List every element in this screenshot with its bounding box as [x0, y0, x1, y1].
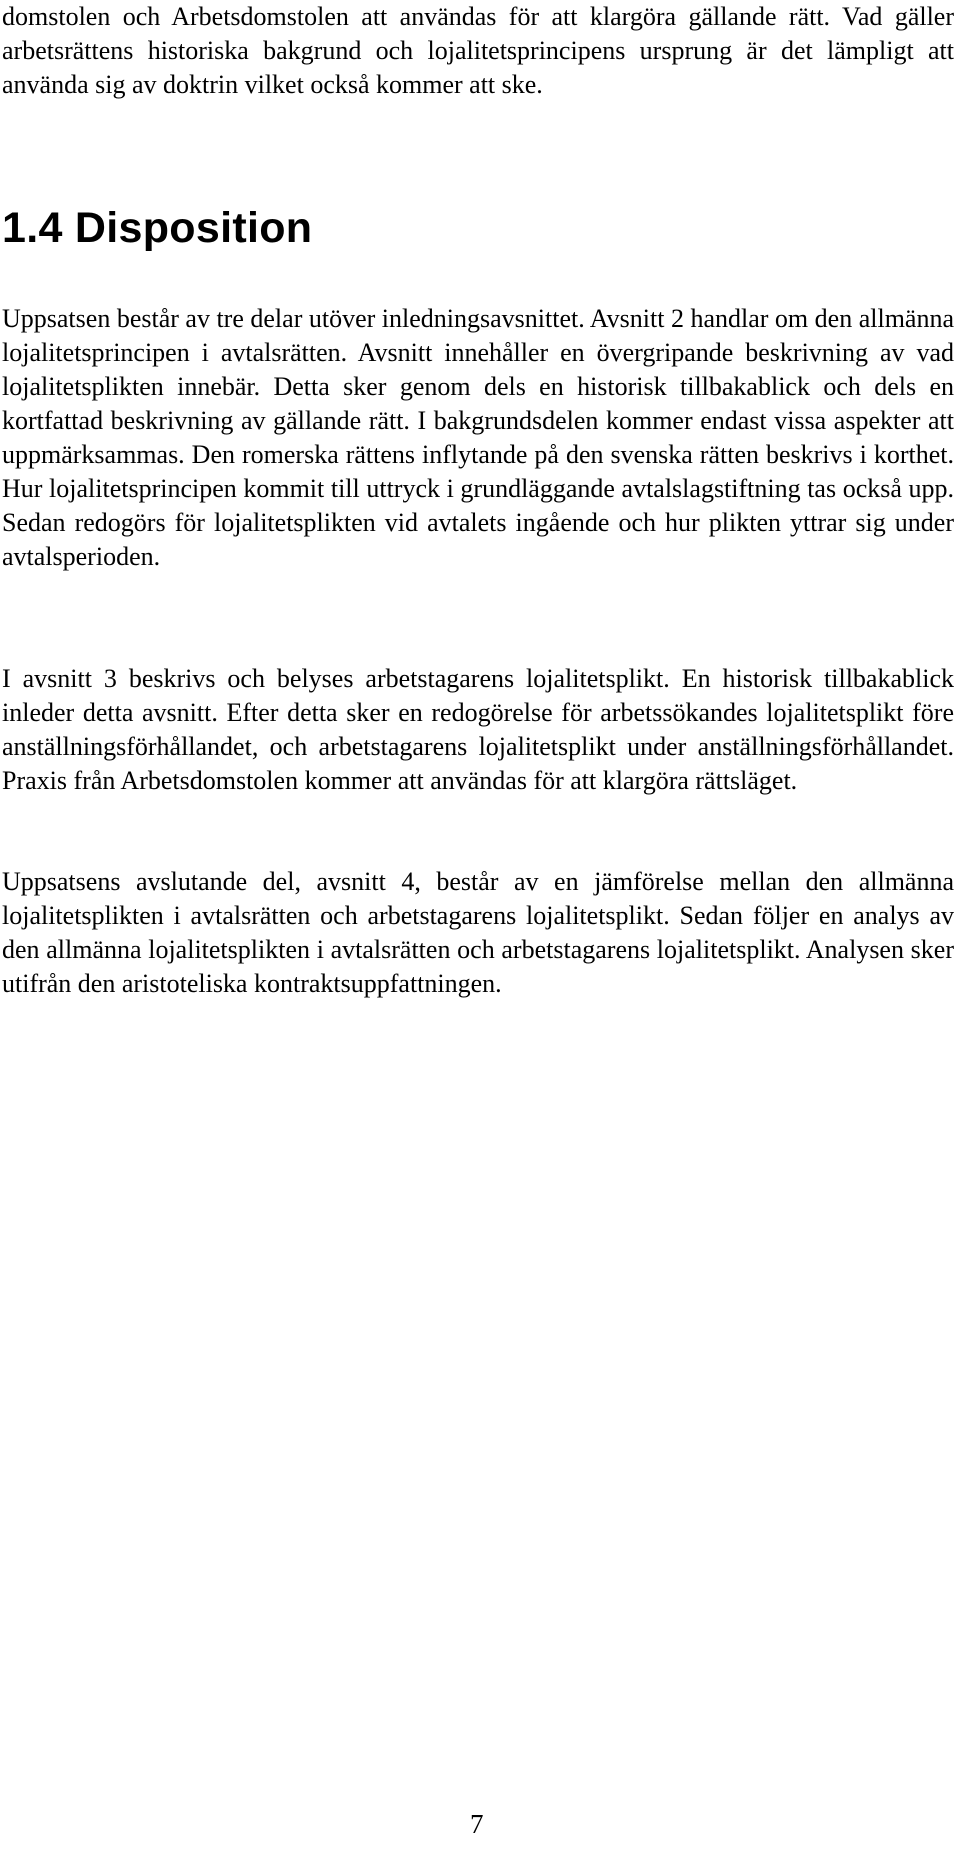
- body-paragraph-2: I avsnitt 3 beskrivs och belyses arbetstagarens lojalitetsplikt. En historisk tillbakablick inleder detta avsnitt. Efter detta sker en redogörelse för arbetssökandes lojalitetsplikt före anställningsförhållandet, och arbetstagarens lojalitetsplikt under anställningsförhållandet. Praxis från Arbetsdomstolen kommer att användas för att klargöra rättsläget.: [2, 664, 954, 795]
- intro-paragraph: domstolen och Arbetsdomstolen att användas för att klargöra gällande rätt. Vad gäller arbetsrättens historiska bakgrund och lojalitetsprincipens ursprung är det lämpligt att använda sig av doktrin vilket också kommer att ske.: [2, 2, 954, 99]
- page-number: 7: [470, 1809, 484, 1839]
- body-paragraph-1: Uppsatsen består av tre delar utöver inledningsavsnittet. Avsnitt 2 handlar om den allmänna lojalitetsprincipen i avtalsrätten. Avsnitt innehåller en övergripande beskrivning av vad lojalitetsplikten innebär. Detta sker genom dels en historisk tillbakablick och dels en kortfattad beskrivning av gällande rätt. I bakgrundsdelen kommer endast vissa aspekter att uppmärksammas. Den romerska rättens inflytande på den svenska rätten beskrivs i korthet. Hur lojalitetsprincipen kommit till uttryck i grundläggande avtalslagstiftning tas också upp. Sedan redogörs för lojalitetsplikten vid avtalets ingående och hur plikten yttrar sig under avtalsperioden.: [2, 304, 954, 571]
- body-paragraph-3: Uppsatsens avslutande del, avsnitt 4, består av en jämförelse mellan den allmänna lojalitetsplikten i avtalsrätten och arbetstagarens lojalitetsplikt. Sedan följer en analys av den allmänna lojalitetsplikten i avtalsrätten och arbetstagarens lojalitetsplikt. Analysen sker utifrån den aristoteliska kontraktsuppfattningen.: [2, 867, 954, 998]
- section-heading: 1.4 Disposition: [2, 204, 313, 252]
